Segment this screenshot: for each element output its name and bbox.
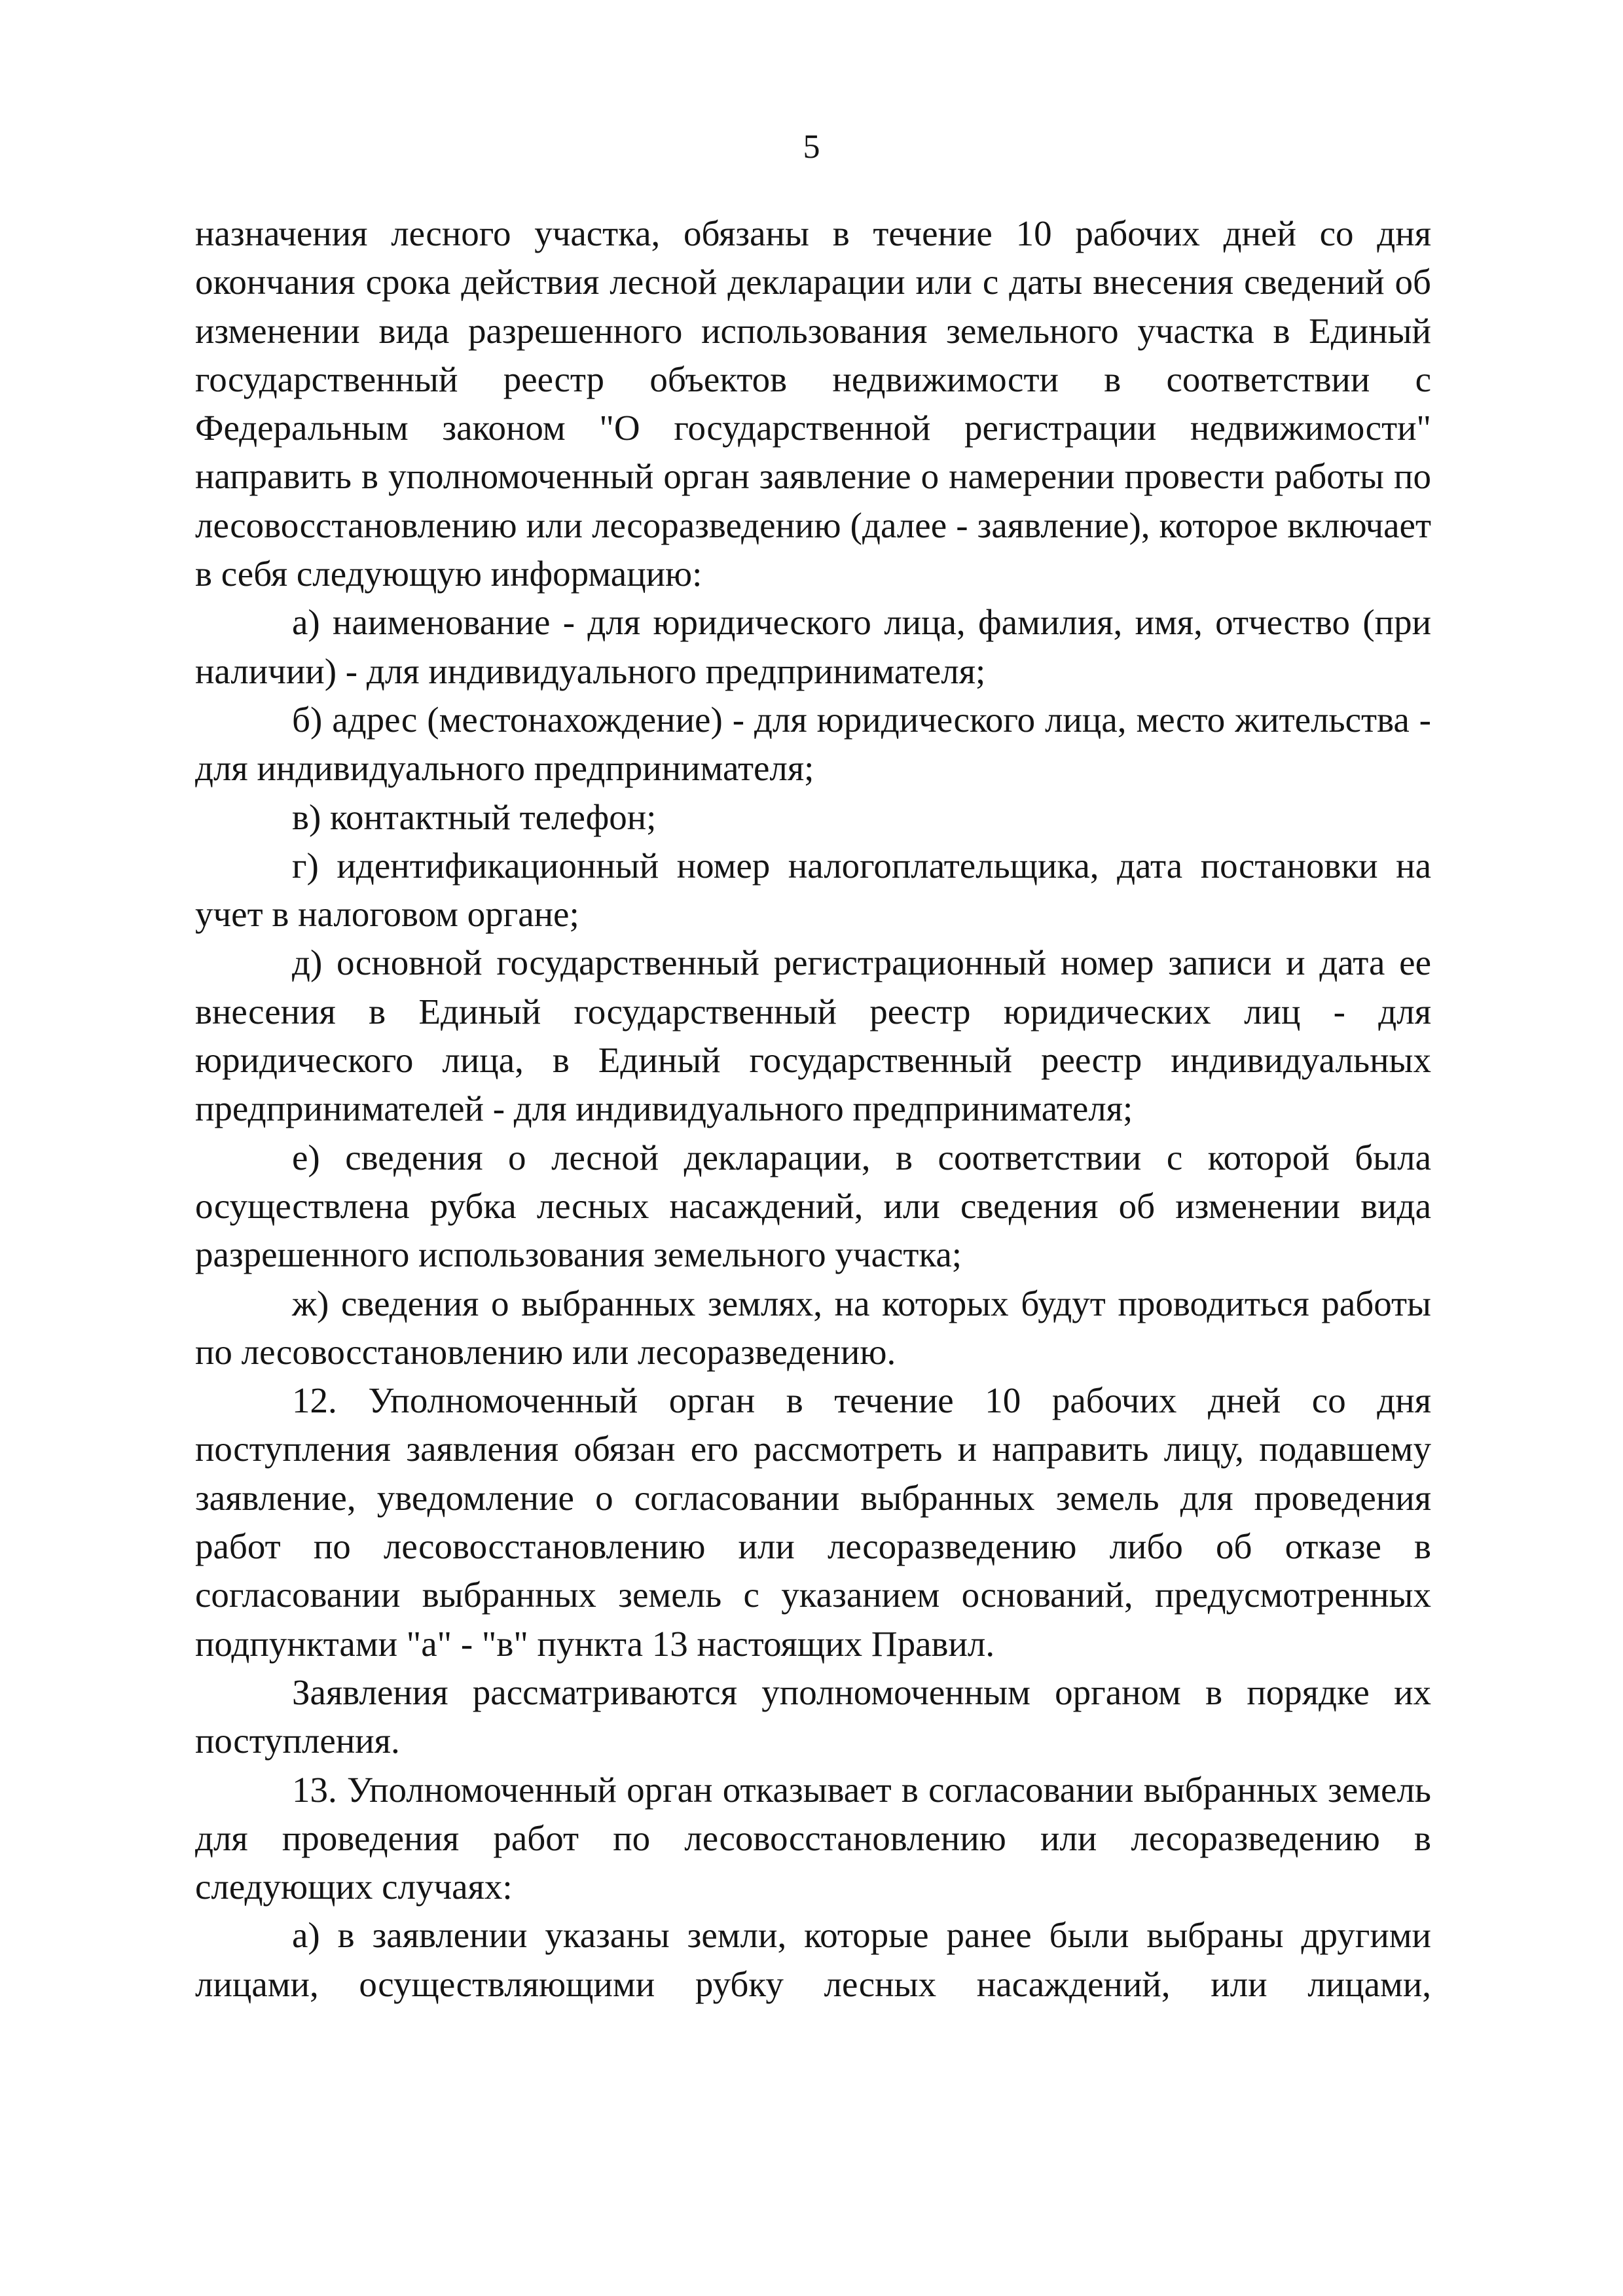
clause-12-note: Заявления рассматриваются уполномоченным органом в порядке их поступления. [195,1672,1431,1761]
list-item-e: е) сведения о лесной декларации, в соответствии с которой была осуществлена рубка лесных насаждений, или сведения об изменении вида разрешенного использования земельного участка; [195,1137,1431,1275]
list-item-v: в) контактный телефон; [292,797,657,837]
clause-13-item-a: а) в заявлении указаны земли, которые ранее были выбраны другими лицами, осуществляющими рубку лесных насаждений, или лицами, [195,1915,1431,2004]
paragraph-continuation: назначения лесного участка, обязаны в течение 10 рабочих дней со дня окончания срока действия лесной декларации или с даты внесения сведений об изменении вида разрешенного использования земельного участка в Единый государственный реестр объектов недвижимости в соответствии с Федеральным законом "О государственной регистрации недвижимости" направить в уполномоченный орган заявление о намерении провести работы по лесовосстановлению или лесоразведению (далее - заявление), которое включает в себя следующую информацию: [195,213,1431,594]
list-item-zh: ж) сведения о выбранных землях, на которых будут проводиться работы по лесовосстановлению или лесоразведению. [195,1283,1431,1372]
clause-12: 12. Уполномоченный орган в течение 10 рабочих дней со дня поступления заявления обязан его рассмотреть и направить лицу, подавшему заявление, уведомление о согласовании выбранных земель для проведения работ по лесовосстановлению или лесоразведению либо об отказе в согласовании выбранных земель с указанием оснований, предусмотренных подпунктами "а" - "в" пункта 13 настоящих Правил. [195,1380,1431,1664]
document-body [195,209,1431,2009]
list-item-g: г) идентификационный номер налогоплательщика, дата постановки на учет в налоговом органе; [195,845,1431,935]
page-number: 5 [803,128,820,166]
list-item-d: д) основной государственный регистрационный номер записи и дата ее внесения в Единый государственный реестр юридических лиц - для юридического лица, в Единый государственный реестр индивидуальных предпринимателей - для индивидуального предпринимателя; [195,942,1431,1129]
list-item-b: б) адрес (местонахождение) - для юридического лица, место жительства - для индивидуального предпринимателя; [195,699,1431,789]
list-item-a: а) наименование - для юридического лица, фамилия, имя, отчество (при наличии) - для индивидуального предпринимателя; [195,602,1431,691]
clause-13: 13. Уполномоченный орган отказывает в согласовании выбранных земель для проведения работ по лесовосстановлению или лесоразведению в следующих случаях: [195,1769,1431,1907]
